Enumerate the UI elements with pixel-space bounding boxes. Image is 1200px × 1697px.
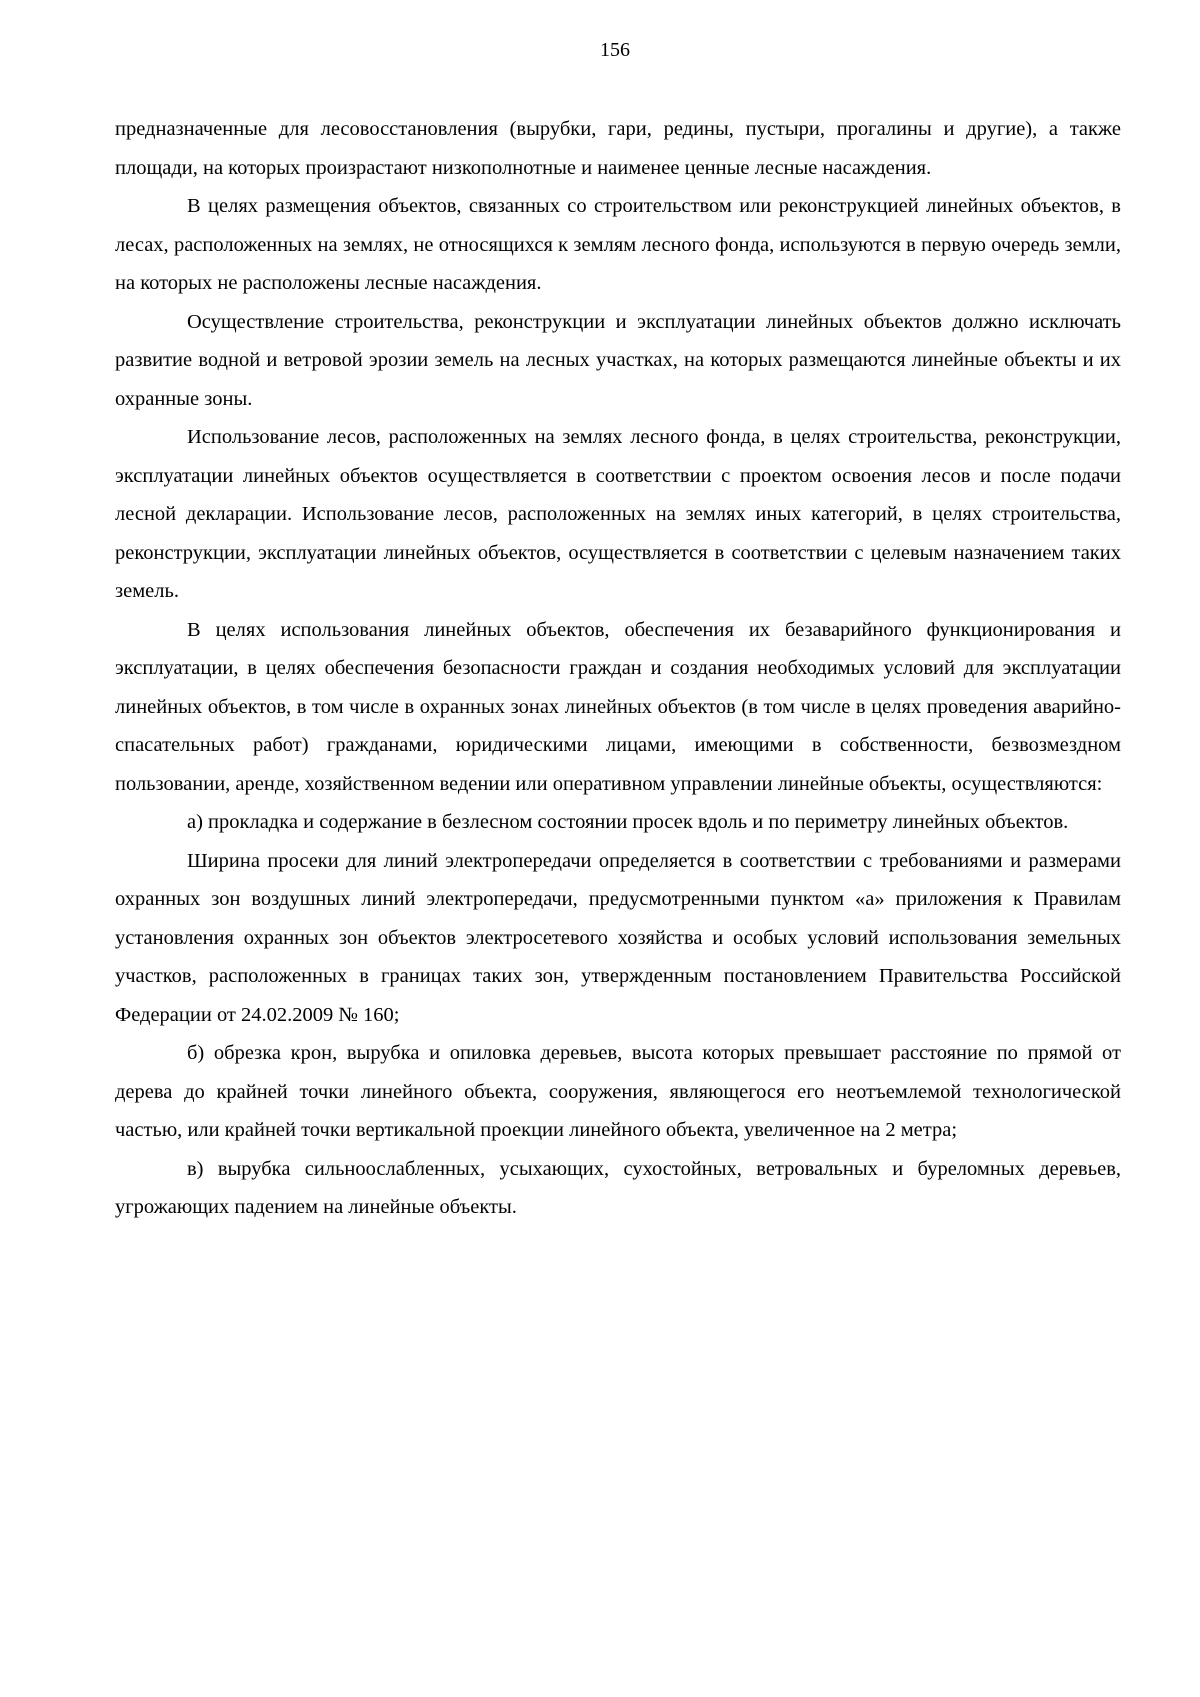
paragraph: Осуществление строительства, реконструкции и эксплуатации линейных объектов должно исключать развитие водной и ветровой эрозии земель на лесных участках, на которых размещаются линейные объекты и их охранные зоны. (115, 310, 1121, 410)
document-body (115, 110, 1121, 1227)
list-item-a: а) прокладка и содержание в безлесном состоянии просек вдоль и по периметру линейных объектов. (187, 811, 1069, 833)
paragraph: Ширина просеки для линий электропередачи определяется в соответствии с требованиями и размерами охранных зон воздушных линий электропередачи, предусмотренными пунктом «а» приложения к Правилам установления охранных зон объектов электросетевого хозяйства и особых условий использования земельных участков, расположенных в границах таких зон, утвержденным постановлением Правительства Российской Федерации от 24.02.2009 № 160; (115, 849, 1121, 1026)
list-item-b: б) обрезка крон, вырубка и опиловка деревьев, высота которых превышает расстояние по прямой от дерева до крайней точки линейного объекта, сооружения, являющегося его неотъемлемой технологической частью, или крайней точки вертикальной проекции линейного объекта, увеличенное на 2 метра; (115, 1042, 1121, 1141)
paragraph: В целях использования линейных объектов, обеспечения их безаварийного функционирования и эксплуатации, в целях обеспечения безопасности граждан и создания необходимых условий для эксплуатации линейных объектов, в том числе в охранных зонах линейных объектов (в том числе в целях проведения аварийно-спасательных работ) гражданами, юридическими лицами, имеющими в собственности, безвозмездном пользовании, аренде, хозяйственном ведении или оперативном управлении линейные объекты, осуществляются: (115, 618, 1121, 795)
paragraph: Использование лесов, расположенных на землях лесного фонда, в целях строительства, реконструкции, эксплуатации линейных объектов осуществляется в соответствии с проектом освоения лесов и после подачи лесной декларации. Использование лесов, расположенных на землях иных категорий, в целях строительства, реконструкции, эксплуатации линейных объектов, осуществляется в соответствии с целевым назначением таких земель. (115, 426, 1121, 602)
paragraph-continuation: предназначенные для лесовосстановления (вырубки, гари, редины, пустыри, прогалины и другие), а также площади, на которых произрастают низкополнотные и наименее ценные лесные насаждения. (115, 118, 1121, 179)
list-item-v: в) вырубка сильноослабленных, усыхающих, сухостойных, ветровальных и буреломных деревьев, угрожающих падением на линейные объекты. (115, 1157, 1121, 1218)
page-number: 156 (600, 39, 630, 61)
paragraph: В целях размещения объектов, связанных со строительством или реконструкцией линейных объектов, в лесах, расположенных на землях, не относящихся к землям лесного фонда, используются в первую очередь земли, на которых не расположены лесные насаждения. (115, 195, 1121, 294)
